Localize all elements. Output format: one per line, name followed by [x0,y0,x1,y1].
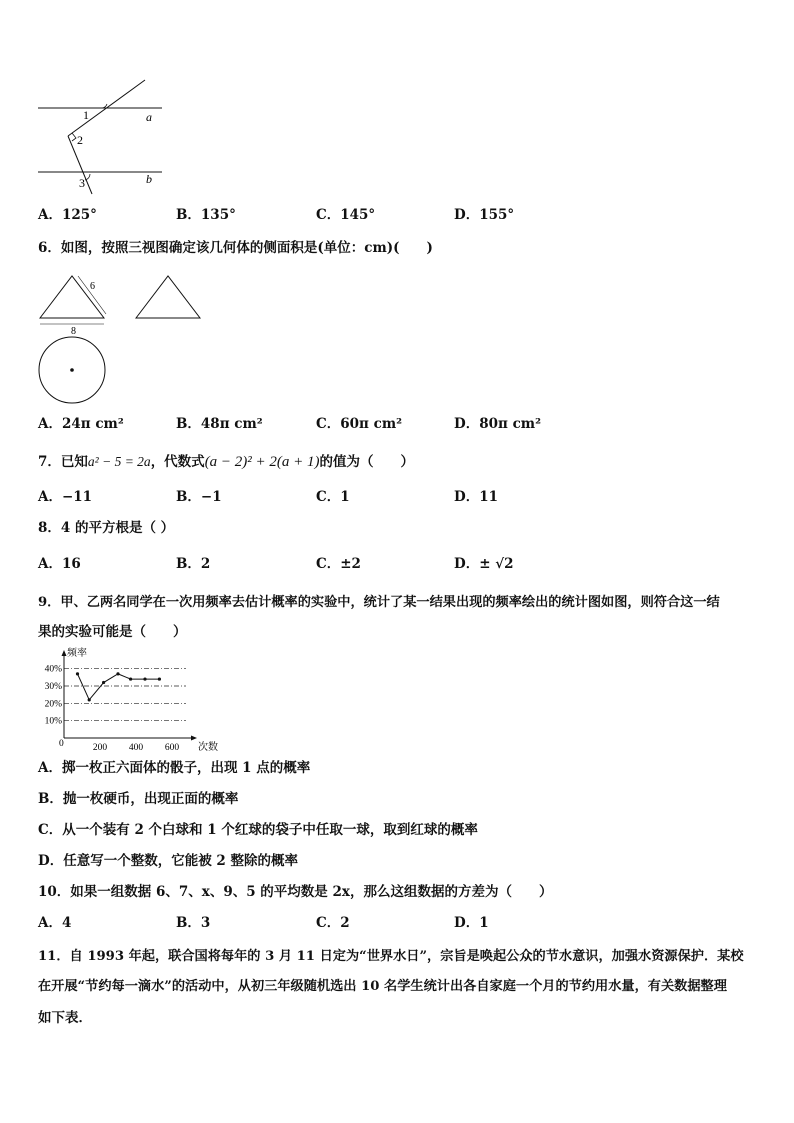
q5-option-d[interactable]: D．155° [454,207,515,223]
q7-option-c[interactable]: C．1 [316,489,350,505]
q5-label-3: 3 [79,176,85,190]
chart-x-arrow [191,736,197,741]
q5-label-b: b [146,172,152,186]
q7-stem-prefix: 7．已知 [38,454,88,470]
q6-three-views [34,270,214,410]
chart-y-arrow [62,650,67,656]
chart-data-point [158,677,161,680]
q8-option-d[interactable]: D．± √2 [454,556,514,572]
q7-option-a[interactable]: A．−11 [38,489,93,505]
chart-y-tick-label: 20% [44,699,62,710]
q9-stem-line2: 果的实验可能是（ ） [38,624,187,640]
q6-option-a[interactable]: A．24π cm² [38,416,124,432]
chart-y-tick-label: 40% [44,664,62,675]
chart-data-point [116,672,119,675]
q5-option-a[interactable]: A．125° [38,207,97,223]
chart-data-point [76,672,79,675]
q7-stem-suffix: 的值为（ ） [319,454,415,470]
q6-slant-label: 6 [90,281,95,292]
q6-stem: 6．如图，按照三视图确定该几何体的侧面积是(单位：cm)( ) [38,240,433,256]
q9-stem-line1: 9．甲、乙两名同学在一次用频率去估计概率的实验中，统计了某一结果出现的频率绘出的统计图如图，则符合这一结 [38,595,720,610]
chart-x-axis-label: 次数 [198,742,218,753]
q8-option-b[interactable]: B．2 [176,556,211,572]
q5-option-b[interactable]: B．135° [176,207,236,223]
chart-y-tick-label: 30% [44,682,62,692]
q9-option-b[interactable]: B．抛一枚硬币，出现正面的概率 [38,791,239,807]
q8-stem: 8．4 的平方根是（ ） [38,520,175,536]
q10-option-b[interactable]: B．3 [176,915,211,931]
q11-line3: 如下表． [38,1010,92,1026]
chart-x-tick-label: 600 [164,743,180,753]
q8-option-c[interactable]: C．±2 [316,556,361,572]
chart-x-tick-label: 400 [128,743,144,753]
q6-base-label: 8 [71,326,76,337]
q5-option-c[interactable]: C．145° [316,207,376,223]
q11-line1: 11．自 1993 年起，联合国将每年的 3 月 11 日定为“世界水日”，宗旨是唤起公众的节水意识，加强水资源保护．某校 [38,949,744,964]
q5-label-a: a [146,110,152,124]
q10-option-d[interactable]: D．1 [454,915,489,931]
q7-stem [38,455,414,470]
chart-y-axis-label: 频率 [67,648,87,659]
q7-option-b[interactable]: B．−1 [176,489,222,505]
q9-option-c[interactable]: C．从一个装有 2 个白球和 1 个红球的袋子中任取一球，取到红球的概率 [38,822,478,838]
q6-option-c[interactable]: C．60π cm² [316,416,403,432]
chart-data-point [129,677,132,680]
q9-option-d[interactable]: D．任意写一个整数，它能被 2 整除的概率 [38,853,298,869]
chart-data-point [143,677,146,680]
q5-label-2: 2 [77,133,83,147]
q7-stem-mid: ，代数式 [150,454,205,470]
chart-y-tick-label: 10% [44,716,62,727]
q7-expression: (a − 2)² + 2(a + 1) [204,454,320,470]
q11-line2: 在开展“节约每一滴水”的活动中，从初三年级随机选出 10 名学生统计出各自家庭一个月的节约用水量，有关数据整理 [38,979,727,994]
q10-option-a[interactable]: A．4 [38,915,72,931]
q6-option-b[interactable]: B．48π cm² [176,416,263,432]
q9-frequency-chart [34,646,224,756]
q8-option-a[interactable]: A．16 [38,556,81,572]
chart-series-line [78,674,160,700]
chart-data-point [88,698,91,701]
chart-data-point [102,681,105,684]
q7-equation: a² − 5 = 2a [87,454,151,469]
q5-figure [30,70,180,200]
q10-stem: 10．如果一组数据 6、7、x、9、5 的平均数是 2x，那么这组数据的方差为（ ） [38,884,553,900]
chart-origin-label: 0 [59,739,64,749]
q6-option-d[interactable]: D．80π cm² [454,416,541,432]
q10-option-c[interactable]: C．2 [316,915,350,931]
chart-x-tick-label: 200 [92,743,108,753]
q5-label-1: 1 [83,108,89,122]
q7-option-d[interactable]: D．11 [454,489,498,505]
q9-option-a[interactable]: A．掷一枚正六面体的骰子，出现 1 点的概率 [38,760,311,776]
